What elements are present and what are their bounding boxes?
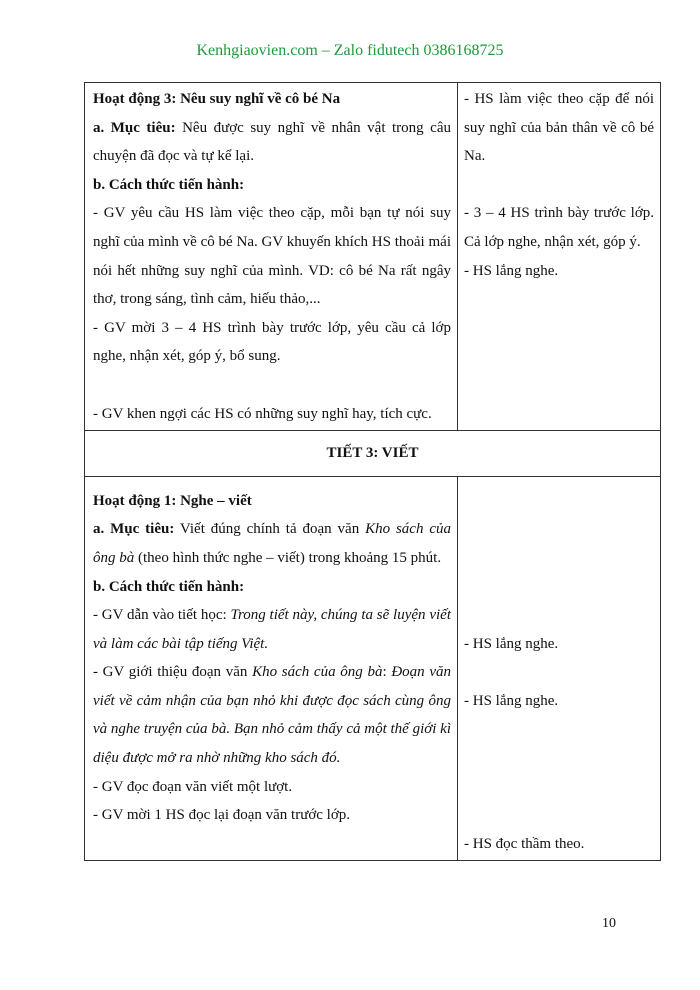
table-row xyxy=(85,431,661,477)
student-step: - 3 – 4 HS trình bày trước lớp. Cả lớp nghe, nhận xét, góp ý. xyxy=(464,205,654,250)
teacher-step xyxy=(93,658,451,772)
teacher-column xyxy=(85,476,458,861)
activity-title: Hoạt động 1: Nghe – viết xyxy=(93,492,252,509)
activity-title: Hoạt động 3: Nêu suy nghĩ về cô bé Na xyxy=(93,91,341,107)
method-label: b. Cách thức tiến hành: xyxy=(93,176,245,193)
table-row xyxy=(85,476,661,861)
goal-label: a. Mục tiêu: xyxy=(93,521,175,538)
goal-text: (theo hình thức nghe – viết) trong khoảng 15 phút. xyxy=(134,549,442,566)
page-number: 10 xyxy=(602,916,616,931)
goal-text: Viết đúng chính tả đoạn văn xyxy=(174,521,366,538)
student-step: - HS làm việc theo cặp để nói suy nghĩ của bản thân về cô bé Na. xyxy=(464,91,654,165)
goal-text: Nêu được suy nghĩ về nhân vật trong câu chuyện đã đọc và tự kể lại. xyxy=(93,119,451,165)
student-step: - HS lắng nghe. xyxy=(464,262,559,279)
lesson-title: TIẾT 3: VIẾT xyxy=(85,431,661,477)
teacher-column xyxy=(85,83,458,431)
method-label: b. Cách thức tiến hành: xyxy=(93,578,245,595)
teacher-step: - GV yêu cầu HS làm việc theo cặp, mỗi bạn tự nói suy nghĩ của mình về cô bé Na. GV khuyến khích HS thoải mái nói hết những suy nghĩ của mình. VD: cô bé Na rất ngây thơ, trong sáng, tình cảm, hiếu thảo,... xyxy=(93,205,451,308)
lesson-table xyxy=(84,82,661,861)
teacher-step-italic: Trong tiết này, chúng ta sẽ luyện viết và làm các bài tập tiếng Việt. xyxy=(93,607,451,652)
teacher-step: - GV đọc đoạn văn viết một lượt. xyxy=(93,778,293,795)
student-step: - HS đọc thầm theo. xyxy=(464,835,585,852)
teacher-step-text: : xyxy=(382,664,392,681)
student-column xyxy=(458,476,661,861)
teacher-step-italic: Đoạn văn viết về cảm nhận của bạn nhỏ khi được đọc sách cùng ông và nghe truyện của bà. Bạn nhỏ cảm thấy cả một thế giới kì diệu được mở ra nhờ những kho sách đó. xyxy=(93,664,451,767)
table-row xyxy=(85,83,661,431)
teacher-step: - GV mời 3 – 4 HS trình bày trước lớp, yêu cầu cả lớp nghe, nhận xét, góp ý, bổ sung. xyxy=(93,319,451,365)
teacher-step-italic: Kho sách của ông bà xyxy=(252,664,383,681)
goal-text-italic: Kho sách của ông bà xyxy=(93,521,451,566)
teacher-step-text: - GV dẫn vào tiết học: xyxy=(93,607,231,624)
student-step: - HS lắng nghe. xyxy=(464,635,559,652)
student-column xyxy=(458,83,661,431)
teacher-step-text: - GV giới thiệu đoạn văn xyxy=(93,664,253,681)
goal-label: a. Mục tiêu: xyxy=(93,119,176,136)
page-header: Kenhgiaovien.com – Zalo fidutech 0386168725 xyxy=(196,42,504,59)
student-step: - HS lắng nghe. xyxy=(464,692,559,709)
goal-paragraph xyxy=(93,515,451,572)
teacher-step xyxy=(93,601,451,658)
teacher-step: - GV khen ngợi các HS có những suy nghĩ hay, tích cực. xyxy=(93,405,432,422)
teacher-step: - GV mời 1 HS đọc lại đoạn văn trước lớp. xyxy=(93,807,351,824)
goal-paragraph xyxy=(93,114,451,171)
